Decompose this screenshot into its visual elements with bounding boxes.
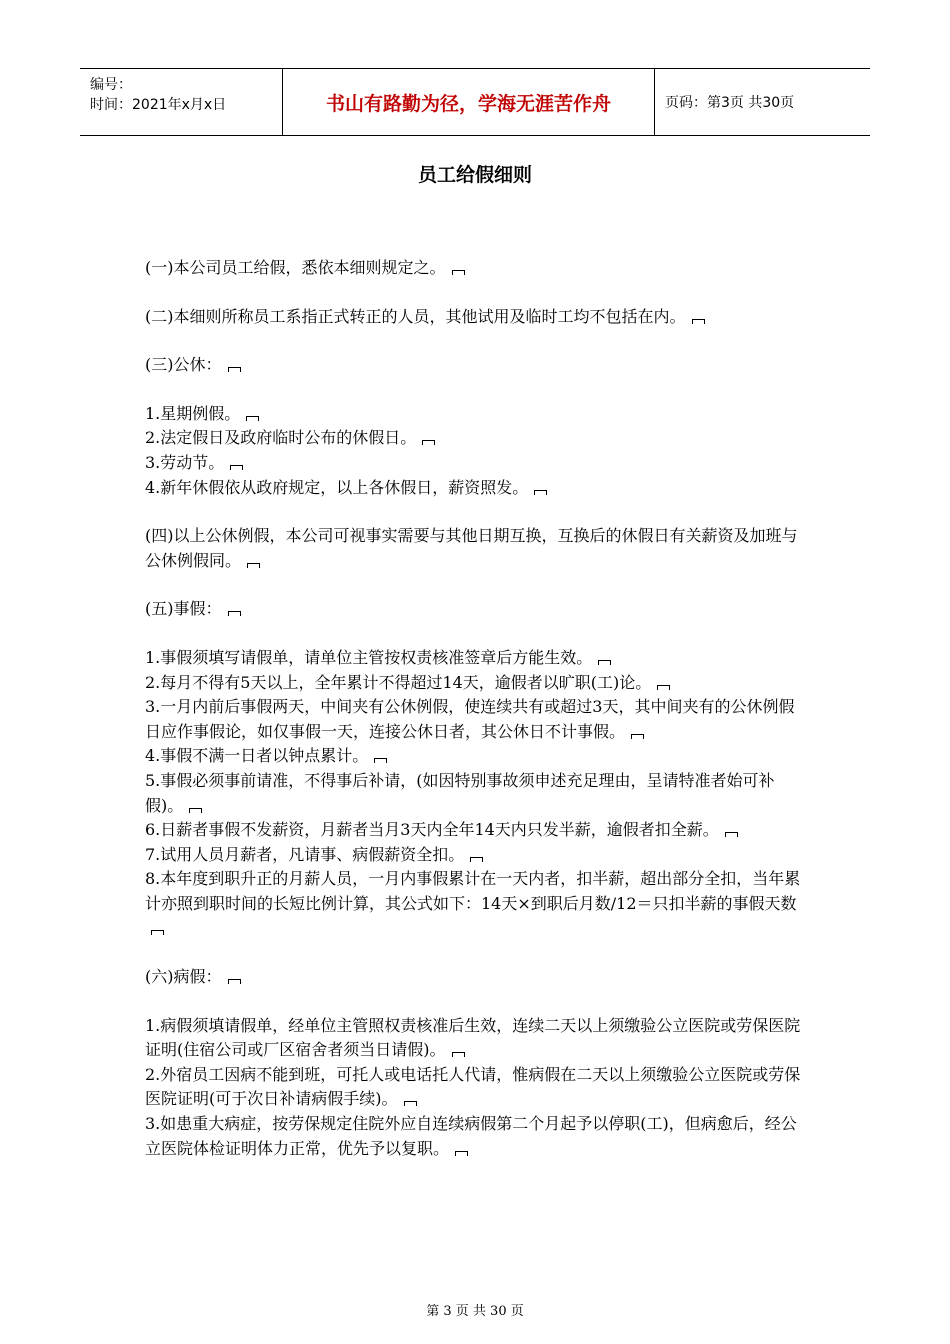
list-item-text: 3.劳动节。 — [145, 452, 225, 472]
numbered-list — [145, 1014, 807, 1162]
list-item-text: 6.日薪者事假不发薪资，月薪者当月3天内全年14天内只发半薪，逾假者扣全薪。 — [145, 820, 719, 840]
list-item-text: 1.星期例假。 — [145, 403, 241, 423]
list-item — [145, 671, 807, 696]
paragraph-mark-icon — [692, 319, 705, 324]
section-paragraph-text: (三)公休： — [145, 355, 222, 375]
paragraph-mark-icon — [422, 440, 435, 445]
header-motto: 书山有路勤为径，学海无涯苦作舟 — [282, 69, 655, 135]
paragraph-mark-icon — [374, 758, 387, 763]
list-item — [145, 1112, 807, 1161]
section-paragraph-text: (五)事假： — [145, 599, 222, 619]
paragraph-mark-icon — [228, 367, 241, 372]
paragraph-mark-icon — [455, 1151, 468, 1156]
list-item — [145, 843, 807, 868]
section-paragraph — [145, 305, 807, 330]
list-item — [145, 402, 807, 427]
list-item-text: 2.每月不得有5天以上，全年累计不得超过14天，逾假者以旷职(工)论。 — [145, 672, 652, 692]
paragraph-mark-icon — [725, 832, 738, 837]
section-paragraph-text: (二)本细则所称员工系指正式转正的人员，其他试用及临时工均不包括在内。 — [145, 306, 686, 326]
paragraph-mark-icon — [657, 685, 670, 690]
list-item — [145, 1014, 807, 1063]
paragraph-mark-icon — [598, 660, 611, 665]
document-title: 员工给假细则 — [417, 164, 532, 186]
list-item — [145, 646, 807, 671]
list-item-text: 5.事假必须事前请准，不得事后补请，(如因特别事故须申述充足理由，呈请特准者始可补假)。 — [145, 770, 775, 815]
paragraph-mark-icon — [452, 1052, 465, 1057]
list-item — [145, 476, 807, 501]
list-item-text: 1.病假须填请假单，经单位主管照权责核准后生效，连续二天以上须缴验公立医院或劳保医院证明(住宿公司或厂区宿舍者须当日请假)。 — [145, 1015, 801, 1060]
paragraph-mark-icon — [470, 857, 483, 862]
header-meta — [80, 69, 282, 135]
list-item-text: 4.新年休假依从政府规定，以上各休假日，薪资照发。 — [145, 477, 529, 497]
list-item-text: 2.法定假日及政府临时公布的休假日。 — [145, 428, 417, 448]
list-item — [145, 744, 807, 769]
paragraph-mark-icon — [452, 270, 465, 275]
paragraph-mark-icon — [631, 734, 644, 739]
date-label: 时间：2021年x月x日 — [90, 97, 227, 113]
section-paragraph — [145, 965, 807, 990]
paragraph-mark-icon — [189, 808, 202, 813]
document-body — [145, 256, 807, 1185]
list-item-text: 7.试用人员月薪者，凡请事、病假薪资全扣。 — [145, 844, 465, 864]
list-item — [145, 769, 807, 818]
list-item — [145, 867, 807, 941]
paragraph-mark-icon — [228, 611, 241, 616]
section-paragraph — [145, 524, 807, 573]
section-paragraph — [145, 353, 807, 378]
section-paragraph — [145, 597, 807, 622]
paragraph-mark-icon — [246, 416, 259, 421]
section-paragraph-text: (六)病假： — [145, 967, 222, 987]
list-item — [145, 818, 807, 843]
list-item-text: 2.外宿员工因病不能到班，可托人或电话托人代请，惟病假在二天以上须缴验公立医院或劳保医院证明(可于次日补请病假手续)。 — [145, 1064, 801, 1109]
paragraph-mark-icon — [230, 465, 243, 470]
list-item — [145, 426, 807, 451]
paragraph-mark-icon — [247, 563, 260, 568]
list-item-text: 4.事假不满一日者以钟点累计。 — [145, 746, 369, 766]
list-item — [145, 451, 807, 476]
section-paragraph-text: (四)以上公休例假，本公司可视事实需要与其他日期互换，互换后的休假日有关薪资及加班与公休例假同。 — [145, 526, 798, 570]
list-item-text: 1.事假须填写请假单，请单位主管按权责核准签章后方能生效。 — [145, 647, 593, 667]
paragraph-mark-icon — [404, 1101, 417, 1106]
paragraph-mark-icon — [534, 490, 547, 495]
header-page-info: 页码：第3页 共30页 — [665, 95, 795, 111]
section-paragraph-text: (一)本公司员工给假，悉依本细则规定之。 — [145, 258, 446, 277]
paragraph-mark-icon — [228, 979, 241, 984]
list-item-text: 8.本年度到职升正的月薪人员，一月内事假累计在一天内者，扣半薪，超出部分全扣，当年累计亦照到职时间的长短比例计算，其公式如下：14天×到职后月数/12＝只扣半薪的事假天数 — [145, 869, 801, 913]
paragraph-mark-icon — [151, 930, 164, 935]
numbered-list — [145, 402, 807, 500]
page-footer: 第 3 页 共 30 页 — [426, 1304, 524, 1319]
numbered-list — [145, 646, 807, 941]
list-item — [145, 1063, 807, 1112]
page-header — [80, 68, 870, 136]
number-label: 编号： — [90, 77, 132, 93]
list-item-text: 3.如患重大病症，按劳保规定住院外应自连续病假第二个月起予以停职(工)，但病愈后，经公立医院体检证明体力正常，优先予以复职。 — [145, 1114, 797, 1158]
list-item-text: 3.一月内前后事假两天，中间夹有公休例假，使连续共有或超过3天，其中间夹有的公休例假日应作事假论，如仅事假一天，连接公休日者，其公休日不计事假。 — [145, 697, 795, 741]
section-paragraph — [145, 256, 807, 281]
list-item — [145, 695, 807, 744]
